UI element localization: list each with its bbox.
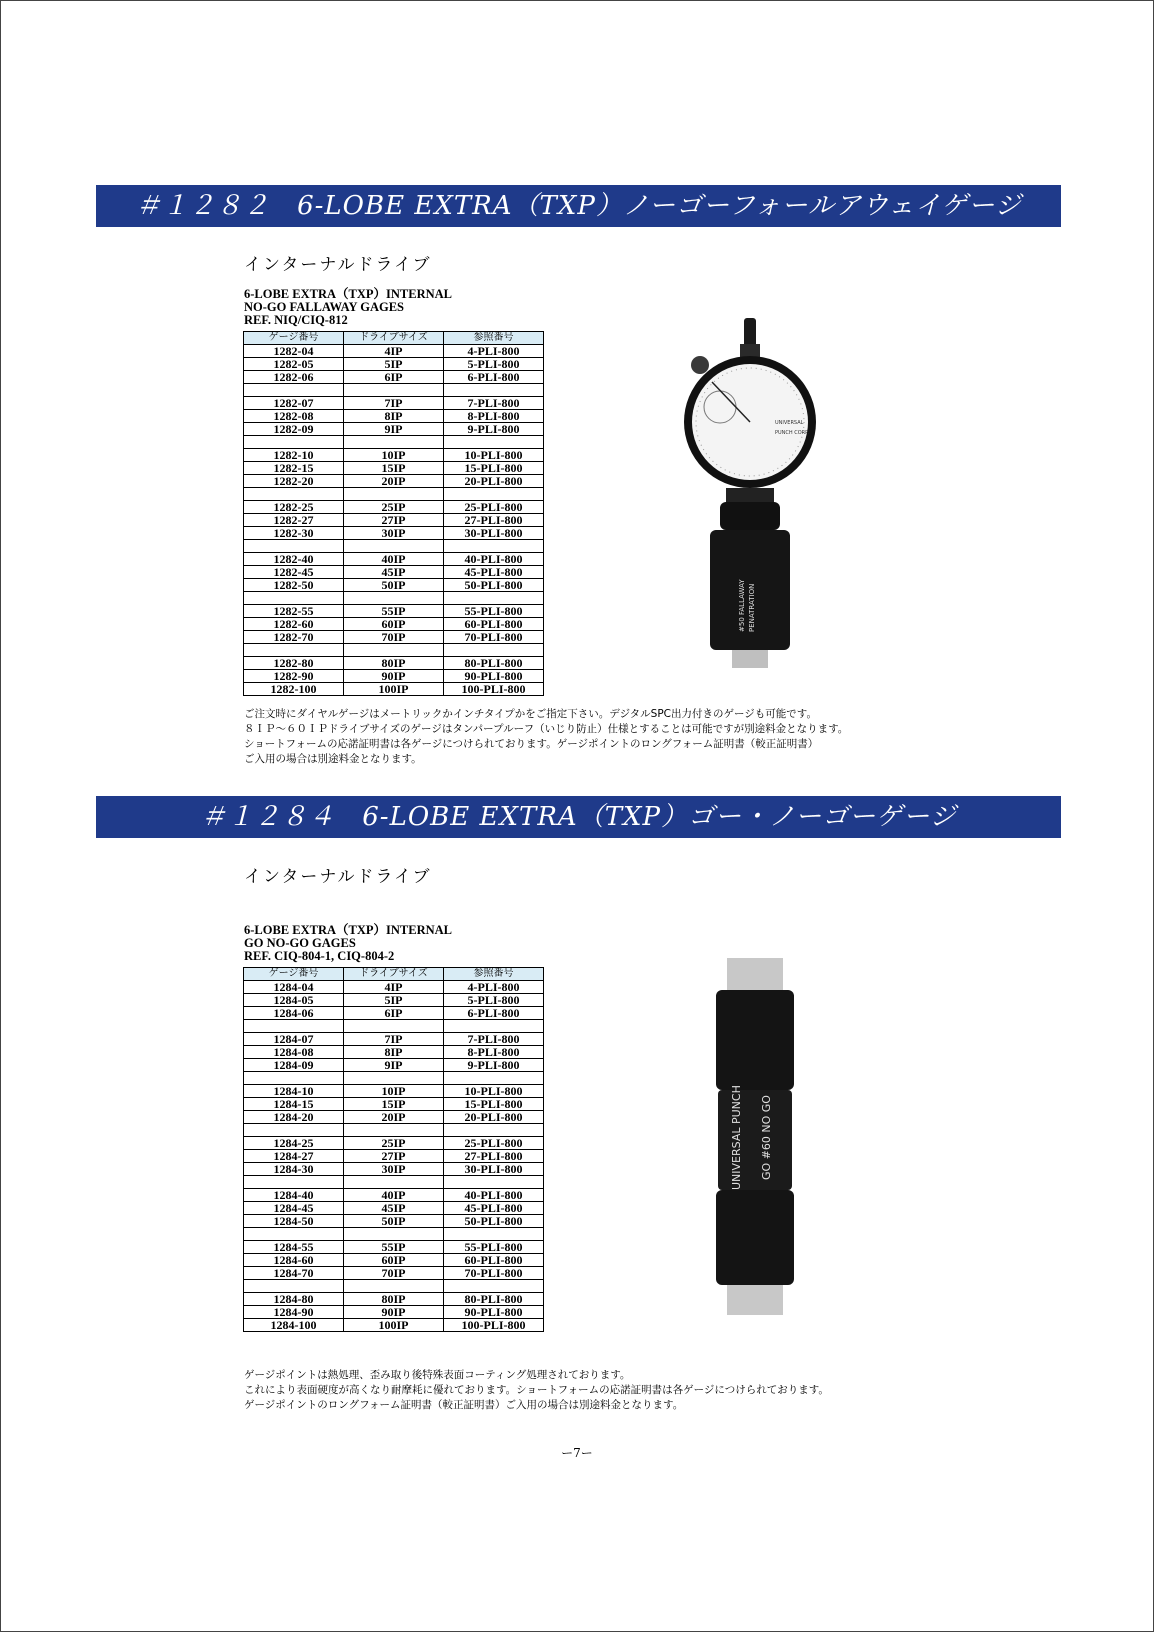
table-cell: 40IP bbox=[344, 553, 444, 566]
table-cell: 1282-09 bbox=[244, 423, 344, 436]
table-cell: 1284-05 bbox=[244, 994, 344, 1007]
table-cell bbox=[244, 592, 344, 605]
table-cell: 55IP bbox=[344, 1241, 444, 1254]
table-cell: 4-PLI-800 bbox=[444, 345, 544, 358]
table-cell bbox=[444, 592, 544, 605]
table-row bbox=[244, 670, 544, 683]
table-cell: 1284-25 bbox=[244, 1137, 344, 1150]
note-line: ご入用の場合は別途料金となります。 bbox=[244, 753, 422, 765]
table-cell: 1282-08 bbox=[244, 410, 344, 423]
table-cell: 10-PLI-800 bbox=[444, 449, 544, 462]
table-cell bbox=[344, 384, 444, 397]
table-cell: 1284-55 bbox=[244, 1241, 344, 1254]
table-cell: 70IP bbox=[344, 631, 444, 644]
table-cell: 70-PLI-800 bbox=[444, 631, 544, 644]
table-cell bbox=[244, 540, 344, 553]
table-row bbox=[244, 501, 544, 514]
table-cell: 1282-50 bbox=[244, 579, 344, 592]
table-cell bbox=[444, 1228, 544, 1241]
column-header: ゲージ番号 bbox=[244, 332, 344, 345]
table-row bbox=[244, 592, 544, 605]
table-cell: 15-PLI-800 bbox=[444, 462, 544, 475]
section-1282-banner: ＃１２８２ 6-LOBE EXTRA（TXP）ノーゴーフォールアウェイゲージ bbox=[96, 185, 1061, 227]
go-handle-end bbox=[716, 990, 794, 1090]
table-cell: 1284-40 bbox=[244, 1189, 344, 1202]
table-header-row bbox=[244, 968, 544, 981]
table-cell: 70-PLI-800 bbox=[444, 1267, 544, 1280]
table-row bbox=[244, 1202, 544, 1215]
table-cell: 1282-100 bbox=[244, 683, 344, 696]
table-row bbox=[244, 371, 544, 384]
table-cell: 30-PLI-800 bbox=[444, 527, 544, 540]
table-cell bbox=[444, 488, 544, 501]
table-cell bbox=[344, 1020, 444, 1033]
table-row bbox=[244, 1124, 544, 1137]
table-cell: 1284-80 bbox=[244, 1293, 344, 1306]
table-row bbox=[244, 579, 544, 592]
table-cell: 10IP bbox=[344, 1085, 444, 1098]
nogo-tip bbox=[727, 1285, 783, 1315]
table-cell bbox=[444, 384, 544, 397]
table-cell: 40-PLI-800 bbox=[444, 553, 544, 566]
table-cell: 1282-90 bbox=[244, 670, 344, 683]
table-row bbox=[244, 1241, 544, 1254]
table-row bbox=[244, 566, 544, 579]
table-cell: 50IP bbox=[344, 579, 444, 592]
table-cell: 55-PLI-800 bbox=[444, 1241, 544, 1254]
table-row bbox=[244, 1085, 544, 1098]
table-cell: 45IP bbox=[344, 1202, 444, 1215]
note-line: ご注文時にダイヤルゲージはメートリックかインチタイプかをご指定下さい。デジタルSPC出力付きのゲージも可能です。 bbox=[244, 708, 817, 720]
table-cell bbox=[444, 644, 544, 657]
table-cell: 9-PLI-800 bbox=[444, 423, 544, 436]
title-line: 6-LOBE EXTRA（TXP）INTERNAL bbox=[244, 287, 453, 301]
table-cell bbox=[244, 488, 344, 501]
table-row bbox=[244, 1280, 544, 1293]
table-cell: 1284-08 bbox=[244, 1046, 344, 1059]
table-row bbox=[244, 1319, 544, 1332]
table-row bbox=[244, 1111, 544, 1124]
table-cell: 1284-27 bbox=[244, 1150, 344, 1163]
table-cell bbox=[444, 1124, 544, 1137]
column-header: 参照番号 bbox=[444, 332, 544, 345]
table-cell bbox=[244, 384, 344, 397]
table-row bbox=[244, 1189, 544, 1202]
table-cell: 4IP bbox=[344, 981, 444, 994]
table-cell: 90-PLI-800 bbox=[444, 1306, 544, 1319]
table-cell: 1282-80 bbox=[244, 657, 344, 670]
table-cell: 1282-10 bbox=[244, 449, 344, 462]
table-cell bbox=[244, 436, 344, 449]
handle-label-2: PENATRATION bbox=[748, 583, 756, 632]
table-row bbox=[244, 540, 544, 553]
table-cell: 1282-60 bbox=[244, 618, 344, 631]
table-cell: 1282-55 bbox=[244, 605, 344, 618]
dial-brand-text: UNIVERSAL bbox=[775, 420, 804, 426]
table-cell: 60IP bbox=[344, 618, 444, 631]
table-cell: 27-PLI-800 bbox=[444, 1150, 544, 1163]
table-row bbox=[244, 631, 544, 644]
table-cell: 4IP bbox=[344, 345, 444, 358]
table-cell: 1284-50 bbox=[244, 1215, 344, 1228]
table-row bbox=[244, 475, 544, 488]
table-cell: 1282-05 bbox=[244, 358, 344, 371]
table-cell bbox=[344, 1124, 444, 1137]
table-cell: 45IP bbox=[344, 566, 444, 579]
column-header: ドライブサイズ bbox=[344, 968, 444, 981]
table-cell: 1282-30 bbox=[244, 527, 344, 540]
table-row bbox=[244, 644, 544, 657]
table-row bbox=[244, 410, 544, 423]
table-row bbox=[244, 1254, 544, 1267]
table-cell: 27IP bbox=[344, 1150, 444, 1163]
table-row bbox=[244, 514, 544, 527]
table-cell: 100-PLI-800 bbox=[444, 1319, 544, 1332]
table-cell: 25IP bbox=[344, 1137, 444, 1150]
table-cell: 80-PLI-800 bbox=[444, 1293, 544, 1306]
table-row bbox=[244, 605, 544, 618]
title-line: 6-LOBE EXTRA（TXP）INTERNAL bbox=[244, 923, 453, 937]
table-cell: 10IP bbox=[344, 449, 444, 462]
body-label-2: GO #60 NO GO bbox=[760, 1095, 773, 1180]
section-1282-notes bbox=[244, 707, 848, 767]
table-row bbox=[244, 994, 544, 1007]
table-cell: 1284-30 bbox=[244, 1163, 344, 1176]
title-line: REF. CIQ-804-1, CIQ-804-2 bbox=[244, 949, 395, 963]
page-number: ー7ー bbox=[561, 1446, 593, 1460]
table-cell: 7-PLI-800 bbox=[444, 1033, 544, 1046]
table-row bbox=[244, 384, 544, 397]
table-row bbox=[244, 1163, 544, 1176]
table-cell: 1284-45 bbox=[244, 1202, 344, 1215]
table-cell: 90-PLI-800 bbox=[444, 670, 544, 683]
table-cell: 7-PLI-800 bbox=[444, 397, 544, 410]
title-line: REF. NIQ/CIQ-812 bbox=[244, 313, 348, 327]
table-row bbox=[244, 1020, 544, 1033]
neck-knob bbox=[720, 502, 780, 530]
table-cell: 90IP bbox=[344, 670, 444, 683]
table-cell: 60-PLI-800 bbox=[444, 618, 544, 631]
table-cell: 25-PLI-800 bbox=[444, 1137, 544, 1150]
table-cell: 1284-15 bbox=[244, 1098, 344, 1111]
table-cell bbox=[344, 592, 444, 605]
table-row bbox=[244, 345, 544, 358]
table-cell: 50IP bbox=[344, 1215, 444, 1228]
note-line: ８ＩＰ～６０ＩＰドライブサイズのゲージはタンパープルーフ（いじり防止）仕様とすることは可能ですが別途料金となります。 bbox=[244, 723, 849, 735]
table-cell: 6-PLI-800 bbox=[444, 371, 544, 384]
go-nogo-gauge-image bbox=[710, 950, 800, 1320]
table-cell: 1282-15 bbox=[244, 462, 344, 475]
table-row bbox=[244, 1007, 544, 1020]
table-cell bbox=[244, 1124, 344, 1137]
table-cell: 5IP bbox=[344, 994, 444, 1007]
section-1282-subhead: インターナルドライブ bbox=[244, 255, 432, 275]
table-row bbox=[244, 1176, 544, 1189]
table-cell: 1282-45 bbox=[244, 566, 344, 579]
section-1282-title bbox=[244, 288, 452, 327]
table-cell: 40IP bbox=[344, 1189, 444, 1202]
table-row bbox=[244, 449, 544, 462]
dial-gauge-image bbox=[680, 312, 820, 672]
column-header: ドライブサイズ bbox=[344, 332, 444, 345]
table-cell: 5-PLI-800 bbox=[444, 994, 544, 1007]
table-cell: 100IP bbox=[344, 683, 444, 696]
table-row bbox=[244, 527, 544, 540]
gage-table-1284 bbox=[243, 967, 544, 1332]
table-cell: 1284-04 bbox=[244, 981, 344, 994]
table-cell: 8IP bbox=[344, 410, 444, 423]
table-cell: 1284-100 bbox=[244, 1319, 344, 1332]
table-cell: 1282-70 bbox=[244, 631, 344, 644]
table-cell bbox=[344, 436, 444, 449]
table-cell: 1284-06 bbox=[244, 1007, 344, 1020]
table-cell bbox=[344, 488, 444, 501]
table-cell: 1282-27 bbox=[244, 514, 344, 527]
table-cell: 100IP bbox=[344, 1319, 444, 1332]
table-cell: 55-PLI-800 bbox=[444, 605, 544, 618]
table-cell: 25-PLI-800 bbox=[444, 501, 544, 514]
table-cell: 60-PLI-800 bbox=[444, 1254, 544, 1267]
table-row bbox=[244, 1059, 544, 1072]
table-cell bbox=[444, 1280, 544, 1293]
table-header-row bbox=[244, 332, 544, 345]
table-cell: 1284-90 bbox=[244, 1306, 344, 1319]
table-cell: 5-PLI-800 bbox=[444, 358, 544, 371]
table-row bbox=[244, 488, 544, 501]
section-1284-subhead: インターナルドライブ bbox=[244, 867, 432, 887]
table-row bbox=[244, 423, 544, 436]
table-cell bbox=[444, 540, 544, 553]
table-cell: 1284-10 bbox=[244, 1085, 344, 1098]
table-row bbox=[244, 1033, 544, 1046]
table-cell bbox=[244, 644, 344, 657]
table-cell: 27-PLI-800 bbox=[444, 514, 544, 527]
table-cell: 15IP bbox=[344, 1098, 444, 1111]
table-cell bbox=[244, 1020, 344, 1033]
note-line: ショートフォームの応諾証明書は各ゲージにつけられております。ゲージポイントのロングフォーム証明書（較正証明書） bbox=[244, 738, 819, 750]
table-row bbox=[244, 1228, 544, 1241]
table-cell bbox=[344, 644, 444, 657]
table-cell bbox=[344, 1176, 444, 1189]
gauge-tip bbox=[732, 650, 768, 668]
section-1284-notes bbox=[244, 1368, 829, 1413]
table-cell: 1284-70 bbox=[244, 1267, 344, 1280]
table-cell: 1282-20 bbox=[244, 475, 344, 488]
table-cell: 9-PLI-800 bbox=[444, 1059, 544, 1072]
table-cell: 1284-09 bbox=[244, 1059, 344, 1072]
table-cell: 60IP bbox=[344, 1254, 444, 1267]
handle-label: #50 FALLAWAY bbox=[738, 579, 746, 632]
go-tip bbox=[727, 958, 783, 990]
table-cell: 90IP bbox=[344, 1306, 444, 1319]
table-cell: 25IP bbox=[344, 501, 444, 514]
table-row bbox=[244, 1150, 544, 1163]
table-cell: 15IP bbox=[344, 462, 444, 475]
table-cell: 27IP bbox=[344, 514, 444, 527]
table-row bbox=[244, 1267, 544, 1280]
table-cell: 80-PLI-800 bbox=[444, 657, 544, 670]
column-header: 参照番号 bbox=[444, 968, 544, 981]
table-cell: 6IP bbox=[344, 1007, 444, 1020]
dial-brand-text-2: PUNCH CORP. bbox=[775, 430, 809, 436]
table-cell: 8-PLI-800 bbox=[444, 1046, 544, 1059]
table-cell bbox=[444, 1072, 544, 1085]
table-cell: 15-PLI-800 bbox=[444, 1098, 544, 1111]
table-cell: 20-PLI-800 bbox=[444, 475, 544, 488]
table-cell: 20IP bbox=[344, 475, 444, 488]
table-row bbox=[244, 981, 544, 994]
table-cell: 6-PLI-800 bbox=[444, 1007, 544, 1020]
table-cell: 30IP bbox=[344, 527, 444, 540]
table-row bbox=[244, 553, 544, 566]
table-cell: 55IP bbox=[344, 605, 444, 618]
gage-table-1282 bbox=[243, 331, 544, 696]
table-cell bbox=[344, 1072, 444, 1085]
nogo-handle-end bbox=[716, 1190, 794, 1285]
stem-collar bbox=[740, 344, 760, 358]
table-cell: 7IP bbox=[344, 397, 444, 410]
table-cell: 5IP bbox=[344, 358, 444, 371]
table-cell: 1282-07 bbox=[244, 397, 344, 410]
table-cell bbox=[444, 436, 544, 449]
table-cell: 4-PLI-800 bbox=[444, 981, 544, 994]
table-cell bbox=[444, 1020, 544, 1033]
table-cell: 1284-60 bbox=[244, 1254, 344, 1267]
table-cell: 50-PLI-800 bbox=[444, 579, 544, 592]
table-row bbox=[244, 1072, 544, 1085]
table-row bbox=[244, 358, 544, 371]
table-cell: 7IP bbox=[344, 1033, 444, 1046]
table-cell: 80IP bbox=[344, 1293, 444, 1306]
table-cell: 1284-20 bbox=[244, 1111, 344, 1124]
table-cell bbox=[244, 1228, 344, 1241]
table-cell: 1282-40 bbox=[244, 553, 344, 566]
table-cell: 1282-25 bbox=[244, 501, 344, 514]
note-line: これにより表面硬度が高くなり耐摩耗に優れております。ショートフォームの応諾証明書は各ゲージにつけられております。 bbox=[244, 1384, 829, 1396]
table-cell: 1282-04 bbox=[244, 345, 344, 358]
table-cell: 20-PLI-800 bbox=[444, 1111, 544, 1124]
table-row bbox=[244, 1046, 544, 1059]
note-line: ゲージポイントは熱処理、歪み取り後特殊表面コーティング処理されております。 bbox=[244, 1369, 631, 1381]
table-cell: 40-PLI-800 bbox=[444, 1189, 544, 1202]
body-label: UNIVERSAL PUNCH bbox=[730, 1085, 743, 1190]
table-cell bbox=[344, 540, 444, 553]
table-row bbox=[244, 683, 544, 696]
table-row bbox=[244, 436, 544, 449]
column-header: ゲージ番号 bbox=[244, 968, 344, 981]
table-cell: 80IP bbox=[344, 657, 444, 670]
table-row bbox=[244, 397, 544, 410]
table-cell bbox=[244, 1280, 344, 1293]
table-cell: 9IP bbox=[344, 1059, 444, 1072]
table-cell bbox=[244, 1176, 344, 1189]
title-line: GO NO-GO GAGES bbox=[244, 936, 356, 950]
table-cell: 70IP bbox=[344, 1267, 444, 1280]
neck-ring-top bbox=[726, 488, 774, 502]
title-line: NO-GO FALLAWAY GAGES bbox=[244, 300, 404, 314]
table-cell: 50-PLI-800 bbox=[444, 1215, 544, 1228]
table-cell: 100-PLI-800 bbox=[444, 683, 544, 696]
table-cell bbox=[244, 1072, 344, 1085]
table-cell bbox=[344, 1228, 444, 1241]
table-cell: 10-PLI-800 bbox=[444, 1085, 544, 1098]
table-row bbox=[244, 1293, 544, 1306]
note-line: ゲージポイントのロングフォーム証明書（較正証明書）ご入用の場合は別途料金となります。 bbox=[244, 1399, 684, 1411]
table-row bbox=[244, 1215, 544, 1228]
table-cell: 30IP bbox=[344, 1163, 444, 1176]
section-1284-banner: ＃１２８４ 6-LOBE EXTRA（TXP）ゴー・ノーゴーゲージ bbox=[96, 796, 1061, 838]
table-cell: 45-PLI-800 bbox=[444, 1202, 544, 1215]
table-cell: 6IP bbox=[344, 371, 444, 384]
table-row bbox=[244, 1098, 544, 1111]
table-cell bbox=[444, 1176, 544, 1189]
table-cell: 1282-06 bbox=[244, 371, 344, 384]
table-cell: 8IP bbox=[344, 1046, 444, 1059]
table-row bbox=[244, 1306, 544, 1319]
dial-clamp-knob bbox=[691, 356, 709, 374]
table-row bbox=[244, 462, 544, 475]
table-cell: 20IP bbox=[344, 1111, 444, 1124]
table-cell: 30-PLI-800 bbox=[444, 1163, 544, 1176]
table-cell: 1284-07 bbox=[244, 1033, 344, 1046]
table-cell: 9IP bbox=[344, 423, 444, 436]
section-1284-title bbox=[244, 924, 452, 963]
table-row bbox=[244, 618, 544, 631]
table-cell bbox=[344, 1280, 444, 1293]
table-cell: 8-PLI-800 bbox=[444, 410, 544, 423]
table-cell: 45-PLI-800 bbox=[444, 566, 544, 579]
table-row bbox=[244, 1137, 544, 1150]
table-row bbox=[244, 657, 544, 670]
